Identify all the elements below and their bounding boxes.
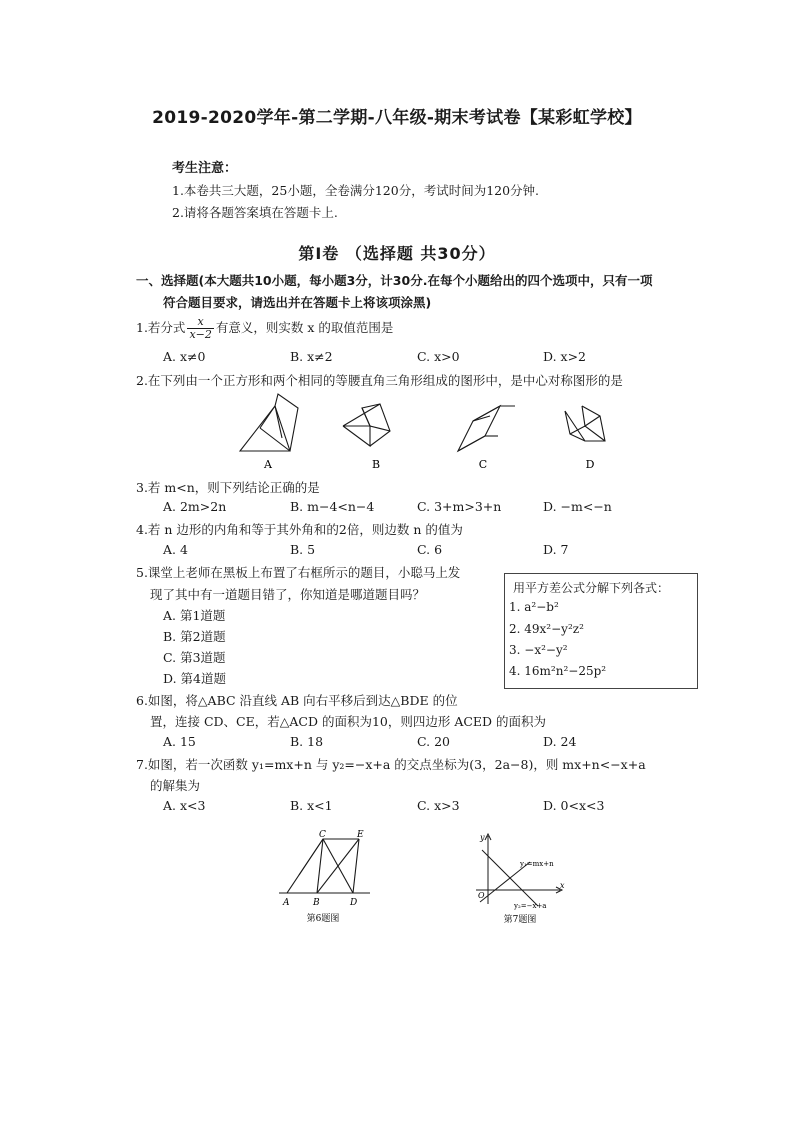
- notice-item: 1.本卷共三大题，25小题，全卷满分120分，考试时间为120分钟.: [172, 183, 540, 198]
- question-7: 7.如图，若一次函数 y₁=mx+n 与 y₂=−x+a 的交点坐标为(3，2a−8)，则 mx+n<−x+a: [136, 757, 646, 772]
- question-2: 2.在下列由一个正方形和两个相同的等腰直角三角形组成的图形中，是中心对称图形的是: [136, 373, 623, 388]
- q7-option-d: D. 0<x<3: [543, 798, 605, 813]
- question-5: 5.课堂上老师在黑板上布置了右框所示的题目，小聪马上发: [136, 565, 461, 580]
- q4-option-a: A. 4: [163, 542, 188, 557]
- fig6-caption: 第6题图: [306, 914, 340, 924]
- q3-option-a: A. 2m>2n: [163, 499, 227, 514]
- fig7-line2-label: y₂=−x+a: [514, 902, 547, 910]
- q1-option-d: D. x>2: [543, 349, 586, 364]
- q1-option-c: C. x>0: [417, 349, 460, 364]
- q2-label-a: A: [264, 458, 272, 471]
- q1-option-b: B. x≠2: [290, 349, 333, 364]
- q5-option-b: B. 第2道题: [163, 629, 226, 644]
- part-one-instructions-cont: 符合题目要求，请选出并在答题卡上将该项涂黑): [163, 295, 432, 310]
- q4-option-c: C. 6: [417, 542, 443, 557]
- fig7-line1-label: y₁=mx+n: [520, 860, 554, 868]
- q5-box-item: 1. a²−b²: [509, 600, 559, 614]
- q6-option-a: A. 15: [163, 734, 196, 749]
- q2-figure-c: [458, 406, 515, 451]
- q1-option-a: A. x≠0: [163, 349, 206, 364]
- q2-label-b: B: [371, 458, 381, 471]
- fig7-origin-label: O: [478, 891, 485, 900]
- question-7-cont: 的解集为: [150, 778, 201, 793]
- q2-figure-a: [240, 394, 298, 451]
- q4-option-d: D. 7: [543, 542, 569, 557]
- question-4: 4.若 n 边形的内角和等于其外角和的2倍，则边数 n 的值为: [136, 522, 463, 537]
- question-6-cont: 置，连接 CD、CE，若△ACD 的面积为10，则四边形 ACED 的面积为: [150, 714, 547, 729]
- q5-box-item: 3. −x²−y²: [509, 643, 568, 657]
- fig6-diagram: [275, 825, 375, 927]
- q6-option-c: C. 20: [417, 734, 450, 749]
- q5-box-heading: 用平方差公式分解下列各式：: [513, 581, 670, 595]
- fig6-label-d: D: [350, 898, 358, 908]
- q5-problem-box: [504, 573, 698, 689]
- q2-label-c: C: [478, 458, 488, 471]
- fig6-label-e: E: [357, 830, 364, 840]
- q2-label-d: D: [585, 458, 595, 471]
- fig7-caption: 第7题图: [503, 915, 537, 925]
- section-title: 第Ⅰ卷 （选择题 共30分）: [298, 244, 496, 263]
- notice-heading: 考生注意：: [172, 161, 238, 176]
- q2-figure-d: [565, 406, 605, 441]
- q1-suffix: 有意义，则实数 x 的取值范围是: [215, 320, 394, 335]
- page-title: 2019-2020学年-第二学期-八年级-期末考试卷【某彩虹学校】: [152, 108, 642, 128]
- q7-option-b: B. x<1: [290, 798, 333, 813]
- q3-option-b: B. m−4<n−4: [290, 499, 375, 514]
- q3-option-d: D. −m<−n: [543, 499, 612, 514]
- q7-option-c: C. x>3: [417, 798, 460, 813]
- q6-option-b: B. 18: [290, 734, 324, 749]
- q5-box-item: 2. 49x²−y²z²: [509, 622, 584, 636]
- fig6-label-a: A: [283, 898, 290, 908]
- q3-option-c: C. 3+m>3+n: [417, 499, 502, 514]
- fig6-label-b: B: [313, 898, 320, 908]
- q7-option-a: A. x<3: [163, 798, 206, 813]
- q4-option-b: B. 5: [290, 542, 316, 557]
- q1-prefix: 1.若分式: [136, 320, 186, 335]
- question-6: 6.如图，将△ABC 沿直线 AB 向右平移后到达△BDE 的位: [136, 693, 458, 708]
- q5-option-a: A. 第1道题: [163, 608, 226, 623]
- fig6-label-c: C: [319, 830, 326, 840]
- fig7-axis-y-label: y: [480, 833, 485, 842]
- q5-option-c: C. 第3道题: [163, 650, 226, 665]
- q5-box-item: 4. 16m²n²−25p²: [509, 664, 607, 678]
- q1-frac-num: x: [187, 316, 213, 329]
- part-one-instructions: 一、选择题(本大题共10小题，每小题3分，计30分.在每个小题给出的四个选项中，只有一项: [136, 273, 653, 288]
- question-1: [136, 316, 393, 341]
- q2-figures: [230, 386, 630, 476]
- fig7-graph: [470, 832, 580, 928]
- q6-option-d: D. 24: [543, 734, 577, 749]
- q1-fraction: [187, 316, 213, 341]
- q1-frac-den: x−2: [189, 328, 212, 341]
- q2-figure-b: [343, 404, 390, 446]
- question-3: 3.若 m<n，则下列结论正确的是: [136, 480, 320, 495]
- q5-option-d: D. 第4道题: [163, 671, 226, 686]
- question-5-cont: 现了其中有一道题目错了，你知道是哪道题目吗？: [150, 587, 426, 602]
- fig7-line-y2: [482, 850, 538, 906]
- notice-item: 2.请将各题答案填在答题卡上.: [172, 205, 338, 220]
- fig7-axis-x-label: x: [560, 881, 565, 890]
